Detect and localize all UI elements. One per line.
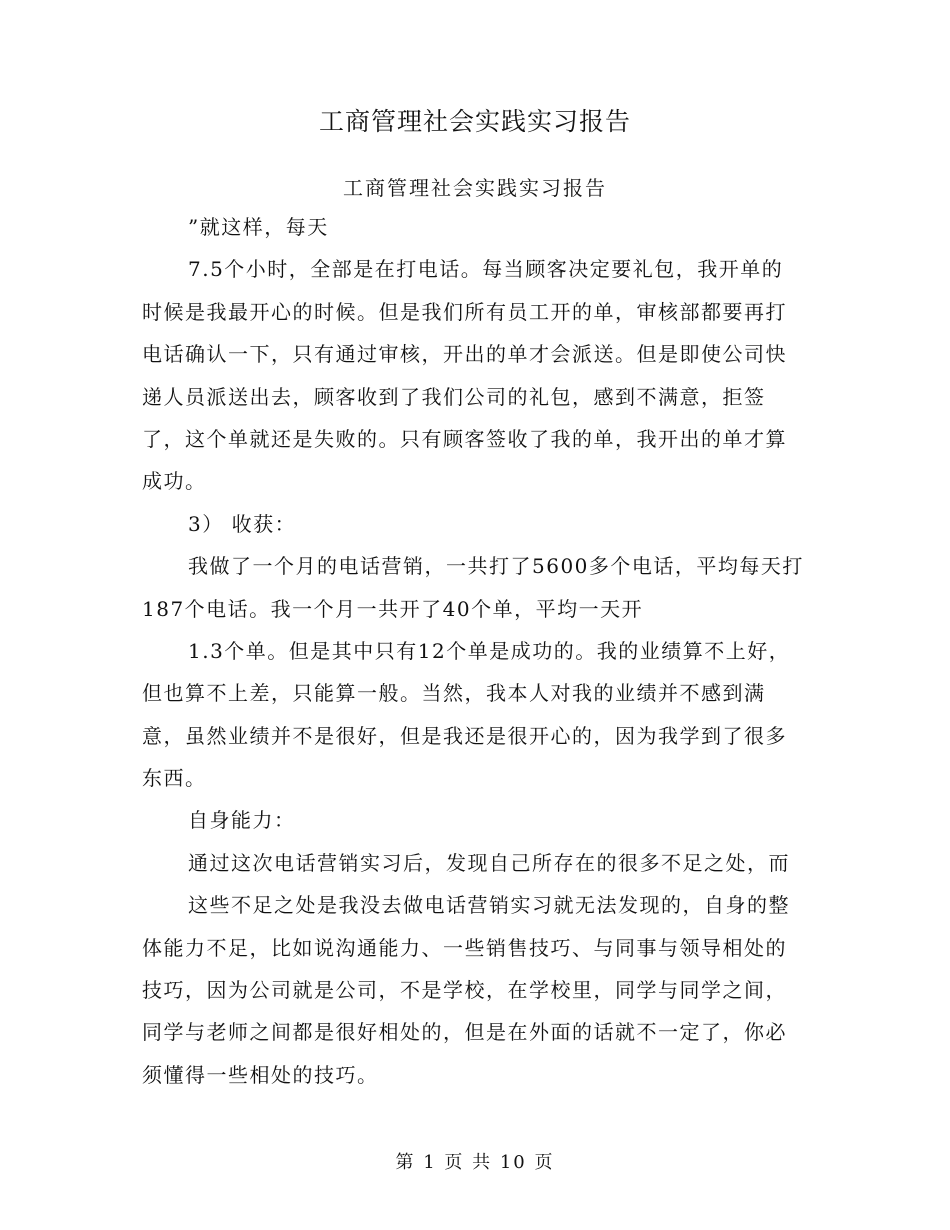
body-line: 3） 收获： (188, 511, 297, 536)
body-line: 体能力不足，比如说沟通能力、一些销售技巧、与同事与领导相处的 (142, 935, 787, 960)
body-line: ”就这样，每天 (188, 215, 329, 239)
body-line: 东西。 (142, 766, 207, 791)
body-line: 意，虽然业绩并不是很好，但是我还是很开心的，因为我学到了很多 (142, 723, 787, 748)
body-line: 须懂得一些相处的技巧。 (142, 1062, 379, 1087)
body-line: 递人员派送出去，顾客收到了我们公司的礼包，感到不满意，拒签 (142, 384, 766, 409)
body-line: 7.5个小时，全部是在打电话。每当顾客决定要礼包，我开单的 (188, 257, 784, 282)
body-line: 187个电话。我一个月一共开了40个单，平均一天开 (142, 596, 644, 621)
body-line: 电话确认一下，只有通过审核，开出的单才会派送。但是即使公司快 (142, 342, 787, 367)
body-line: 这些不足之处是我没去做电话营销实习就无法发现的，自身的整 (188, 893, 790, 918)
body-line: 1.3个单。但是其中只有12个单是成功的。我的业绩算不上好， (188, 638, 791, 663)
body-line: 成功。 (142, 469, 207, 494)
body-line: 自身能力： (188, 808, 296, 833)
body-line: 时候是我最开心的时候。但是我们所有员工开的单，审核部都要再打 (142, 299, 787, 324)
body-line: 了，这个单就还是失败的。只有顾客签收了我的单，我开出的单才算 (142, 426, 787, 451)
body-line: 我做了一个月的电话营销，一共打了5600多个电话，平均每天打 (188, 554, 804, 579)
body-line: 同学与老师之间都是很好相处的，但是在外面的话就不一定了，你必 (142, 1020, 787, 1045)
page-footer: 第 1 页 共 10 页 (395, 1152, 555, 1173)
body-line: 通过这次电话营销实习后，发现自己所存在的很多不足之处，而 (188, 850, 790, 875)
body-line: 技巧，因为公司就是公司，不是学校，在学校里，同学与同学之间， (142, 978, 787, 1003)
document-title: 工商管理社会实践实习报告 (318, 107, 631, 136)
body-line: 但也算不上差，只能算一般。当然，我本人对我的业绩并不感到满 (142, 681, 766, 706)
document-body (142, 206, 810, 1096)
document-subtitle: 工商管理社会实践实习报告 (343, 176, 607, 200)
